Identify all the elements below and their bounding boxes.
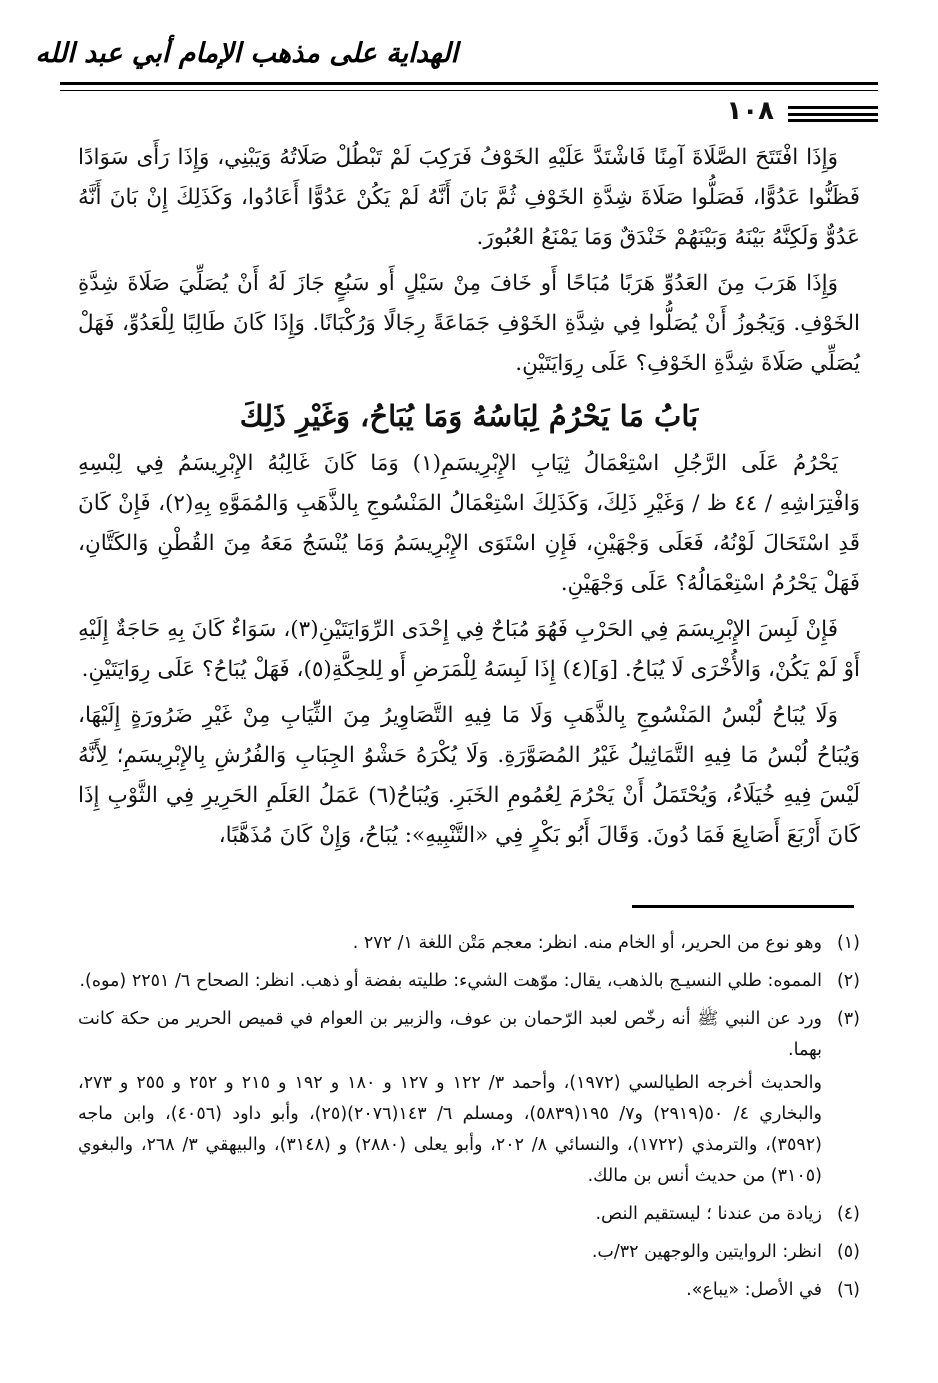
footnote-text: المموه: طلي النسيـج بالذهب، يقال: موّهت الشيء: طليته بفضة أو ذهب. انظر: الصحاح ٦/ ٢٢٥١ (موه). (79, 971, 822, 991)
footnote-number: (١) (836, 933, 860, 953)
page-number: ١٠٨ (726, 96, 774, 126)
folio-ornament-bars (788, 106, 878, 122)
paragraph: وَإِذَا هَرَبَ مِنَ العَدُوِّ هَرَبًا مُبَاحًا أَو خَافَ مِنْ سَيْلٍ أَو سَبُعٍ جَازَ لَهُ أَنْ يُصَلِّيَ صَلَاةَ شِدَّةِ الخَوْفِ. وَيَجُوزُ أَنْ يُصَلُّوا فِي شِدَّةِ الخَوْفِ جَمَاعَةً رِجَالًا وَرُكْبَانًا. وَإِذَا كَانَ طَالِبًا لِلْعَدُوِّ، فَهَلْ يُصَلِّي صَلَاةَ شِدَّةِ الخَوْفِ؟ عَلَى رِوَايَتَيْنِ. (78, 271, 860, 376)
page-folio (698, 96, 878, 128)
footnotes (78, 928, 860, 1313)
paragraph: يَحْرُمُ عَلَى الرَّجُلِ اسْتِعْمَالُ ثِيَابِ الإِبْرِيسَمِ(١) وَمَا كَانَ غَالِبُهُ الإِبْرِيسَمُ فِي لِبْسِهِ وَافْتِرَاشِهِ / ٤٤ ظ / وَغَيْرِ ذَلِكَ، وَكَذَلِكَ اسْتِعْمَالُ المَنْسُوجِ بِالذَّهَبِ وَالمُمَوَّهِ بِهِ(٢)، فَإِنْ كَانَ قَدِ اسْتَحَالَ لَوْنُهُ، فَعَلَى وَجْهَيْنِ، فَإِنِ اسْتَوَى الإِبْرِيسَمُ وَمَا يُنْسَجُ مَعَهُ مِنَ القُطْنِ وَالكَتَّانِ، فَهَلْ يَحْرُمُ اسْتِعْمَالُهُ؟ عَلَى وَجْهَيْنِ. (78, 451, 860, 596)
footnote-number: (٣) (836, 1009, 860, 1029)
footnote-text: وهو نوع من الحرير، أو الخام منه. انظر: معجم مَتْن اللغة ١/ ٢٧٢ . (352, 933, 822, 953)
running-head-title: الهداية على مذهب الإمام أبي عبد الله (35, 38, 458, 69)
footnote-text: انظر: الروايتين والوجهين ٣٢/ب. (591, 1242, 822, 1262)
paragraph: فَإِنْ لَبِسَ الإِبْرِيسَمَ فِي الحَرْبِ فَهُوَ مُبَاحٌ فِي إِحْدَى الرِّوَايَتَيْنِ(٣)، سَوَاءٌ كَانَ بِهِ حَاجَةٌ إِلَيْهِ أَوْ لَمْ يَكُنْ، وَالأُخْرَى لَا يُبَاحُ. [وَ](٤) إِذَا لَبِسَهُ لِلْمَرَضِ أَو لِلحِكَّةِ(٥)، فَهَلْ يُبَاحُ؟ عَلَى رِوَايَتَيْنِ. (78, 617, 860, 682)
footnote (78, 1004, 860, 1066)
footnote (78, 1237, 860, 1268)
footnote-number: (٢) (836, 971, 860, 991)
footnote-number: (٦) (836, 1280, 860, 1300)
paragraph: وَإِذَا افْتَتَحَ الصَّلَاةَ آمِنًا فَاشْتَدَّ عَلَيْهِ الخَوْفُ فَرَكِبَ لَمْ تَبْطُلْ صَلَاتُهُ وَيَبْنِي، وَإِذَا رَأَى سَوَادًا فَظَنُّوا عَدُوًّا، فَصَلُّوا صَلَاةَ شِدَّةِ الخَوْفِ ثُمَّ بَانَ أَنَّهُ لَمْ يَكُنْ عَدُوًّا أَعَادُوا، وَكَذَلِكَ إِنْ بَانَ أَنَّهُ عَدُوٌّ وَلَكِنَّهُ بَيْنَهُ وَبَيْنَهُمْ خَنْدَقٌ وَمَا يَمْنَعُ العُبُورَ. (78, 145, 860, 250)
paragraph: وَلَا يُبَاحُ لُبْسُ المَنْسُوجِ بِالذَّهَبِ وَلَا مَا فِيهِ التَّصَاوِيرُ مِنَ الثِّيَابِ مِنْ غَيْرِ ضَرُورَةٍ إِلَيْهَا، وَيُبَاحُ لُبْسُ مَا فِيهِ التَّمَاثِيلُ غَيْرُ المُصَوَّرَةِ. وَلَا يُكْرَهُ حَشْوُ الجِبَابِ وَالفُرُشِ بِالإِبْرِيسَمِ؛ لِأَنَّهُ لَيْسَ فِيهِ خُيَلَاءُ، وَيُحْتَمَلُ أَنْ يَحْرُمَ لِعُمُومِ الخَبَرِ. وَيُبَاحُ(٦) عَمَلُ العَلَمِ الحَرِيرِ فِي الثَّوْبِ إِذَا كَانَ أَرْبَعَ أَصَابِعَ فَمَا دُونَ. وَقَالَ أَبُو بَكْرٍ فِي «التَّنْبِيهِ»: يُبَاحُ، وَإِنْ كَانَ مُذَهَّبًا، (78, 703, 860, 848)
footnote-text: والحديث أخرجه الطيالسي (١٩٧٢)، وأحمد ٣/ ١٢٢ و ١٢٧ و ١٨٠ و ١٩٢ و ٢١٥ و ٢٥٢ و ٢٥٥ و ٢٧٣، والبخاري ٤/ ٥٠(٢٩١٩) و٧/ ١٩٥(٥٨٣٩)، ومسلم ٦/ ١٤٣(٢٠٧٦)(٢٥)، وأبو داود (٤٠٥٦)، وابن ماجه (٣٥٩٢)، والترمذي (١٧٢٢)، والنسائي ٨/ ٢٠٢، وأبو يعلى (٢٨٨٠) و (٣١٤٨)، والبيهقي ٣/ ٢٦٨، والبغوي (٣١٠٥) من حديث أنس بن مالك. (78, 1073, 822, 1186)
footnote (78, 928, 860, 959)
footnote-text: ورد عن النبي ﷺ أنه رخّص لعبد الرّحمان بن عوف، والزبير بن العوام في قميص الحرير من حكة كانت بهما. (78, 1009, 822, 1060)
footnote-number: (٤) (836, 1204, 860, 1224)
footnote (78, 1199, 860, 1230)
footnote (78, 1275, 860, 1306)
running-header (35, 18, 878, 128)
chapter-heading: بَابُ مَا يَحْرُمُ لِبَاسُهُ وَمَا يُبَاحُ، وَغَيْرِ ذَلِكَ (239, 399, 699, 433)
footnote-text: زيادة من عندنا ؛ ليستقيم النص. (595, 1204, 822, 1224)
footnote-separator (632, 905, 854, 908)
footnote (78, 966, 860, 997)
header-double-rule (60, 82, 878, 91)
footnote-number: (٥) (836, 1242, 860, 1262)
footnote-text: في الأصل: «يباع». (686, 1280, 822, 1300)
footnote-continuation (78, 1068, 860, 1192)
main-text (78, 138, 860, 862)
